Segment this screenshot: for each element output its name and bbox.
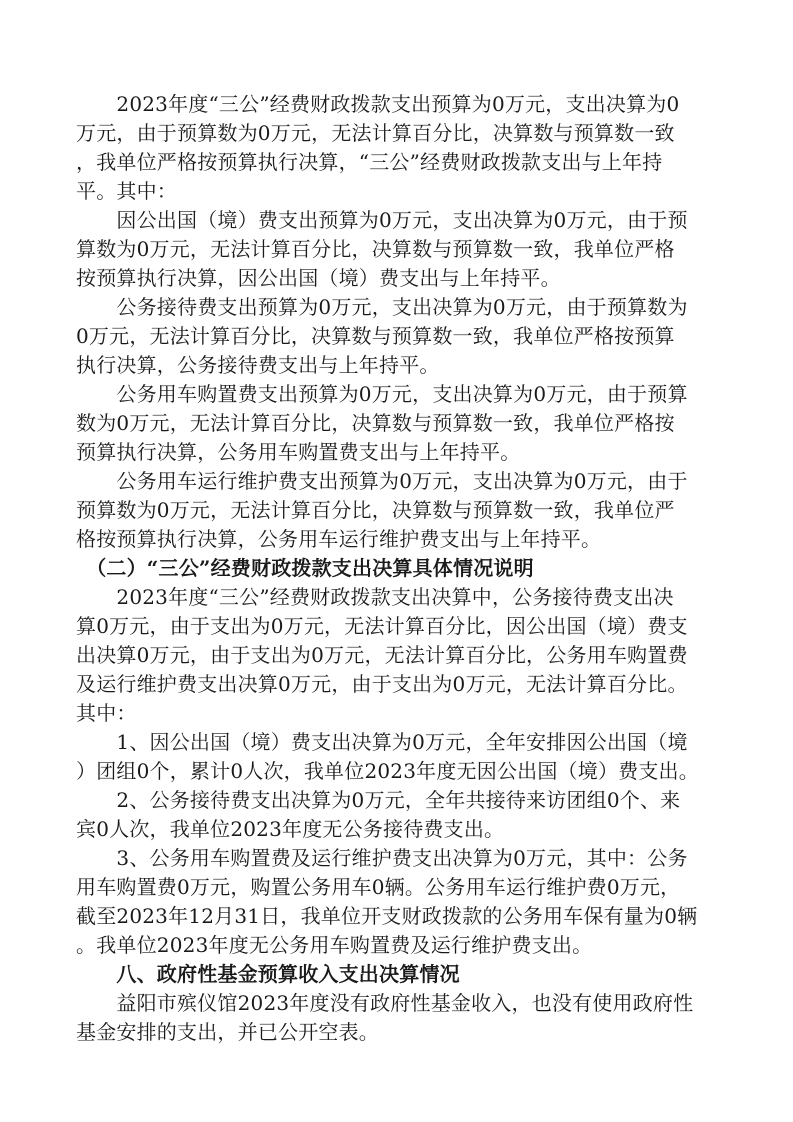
section-heading: 八、政府性基金预算收入支出决算情况 [76, 962, 460, 986]
text-line: 2023年度“三公”经费财政拨款支出决算中，公务接待费支出决 [76, 585, 674, 609]
text-line: 公务用车运行维护费支出预算为0万元，支出决算为0万元，由于 [76, 469, 688, 493]
text-line: 预算数为0万元，无法计算百分比，决算数与预算数一致，我单位严 [76, 498, 675, 522]
document-page [76, 90, 726, 1047]
section-heading: （二）“三公”经费财政拨款支出决算具体情况说明 [76, 556, 534, 580]
text-line: 基金安排的支出，并已公开空表。 [76, 1020, 379, 1044]
text-line: 万元，由于预算数为0万元，无法计算百分比，决算数与预算数一致 [76, 121, 675, 145]
text-line: 其中： [76, 701, 137, 725]
text-line: 出决算0万元，由于支出为0万元，无法计算百分比，公务用车购置费 [76, 643, 688, 667]
text-line: 数为0万元，无法计算百分比，决算数与预算数一致，我单位严格按 [76, 411, 675, 435]
text-line: 按预算执行决算，因公出国（境）费支出与上年持平。 [76, 266, 561, 290]
text-line: 平。其中： [76, 179, 177, 203]
text-line: 因公出国（境）费支出预算为0万元，支出决算为0万元，由于预 [76, 208, 688, 232]
text-line: 及运行维护费支出决算0万元，由于支出为0万元，无法计算百分比。 [76, 672, 688, 696]
text-line: 3、公务用车购置费及运行维护费支出决算为0万元，其中：公务 [76, 846, 688, 870]
text-line: 益阳市殡仪馆2023年度没有政府性基金收入，也没有使用政府性 [76, 991, 694, 1015]
text-line: 算数为0万元，无法计算百分比，决算数与预算数一致，我单位严格 [76, 237, 675, 261]
text-line: 公务用车购置费支出预算为0万元，支出决算为0万元，由于预算 [76, 382, 688, 406]
text-line: 宾0人次，我单位2023年度无公务接待费支出。 [76, 817, 505, 841]
text-line: 算0万元，由于支出为0万元，无法计算百分比，因公出国（境）费支 [76, 614, 688, 638]
text-line: 格按预算执行决算，公务用车运行维护费支出与上年持平。 [76, 527, 602, 551]
text-line: 0万元，无法计算百分比，决算数与预算数一致，我单位严格按预算 [76, 324, 675, 348]
text-line: ，我单位严格按预算执行决算，“三公”经费财政拨款支出与上年持 [76, 150, 663, 174]
text-line: 公务接待费支出预算为0万元，支出决算为0万元，由于预算数为 [76, 295, 688, 319]
text-line: 2、公务接待费支出决算为0万元，全年共接待来访团组0个、来 [76, 788, 681, 812]
text-line: 1、因公出国（境）费支出决算为0万元，全年安排因公出国（境 [76, 730, 688, 754]
text-line: 用车购置费0万元，购置公务用车0辆。公务用车运行维护费0万元， [76, 875, 681, 899]
text-line: 截至2023年12月31日，我单位开支财政拨款的公务用车保有量为0辆 [76, 904, 698, 928]
text-line: 预算执行决算，公务用车购置费支出与上年持平。 [76, 440, 521, 464]
text-line: 。我单位2023年度无公务用车购置费及运行维护费支出。 [76, 933, 593, 957]
text-line: 2023年度“三公”经费财政拨款支出预算为0万元，支出决算为0 [76, 92, 680, 116]
text-line: 执行决算，公务接待费支出与上年持平。 [76, 353, 440, 377]
text-line: ）团组0个，累计0人次，我单位2023年度无因公出国（境）费支出。 [76, 759, 699, 783]
